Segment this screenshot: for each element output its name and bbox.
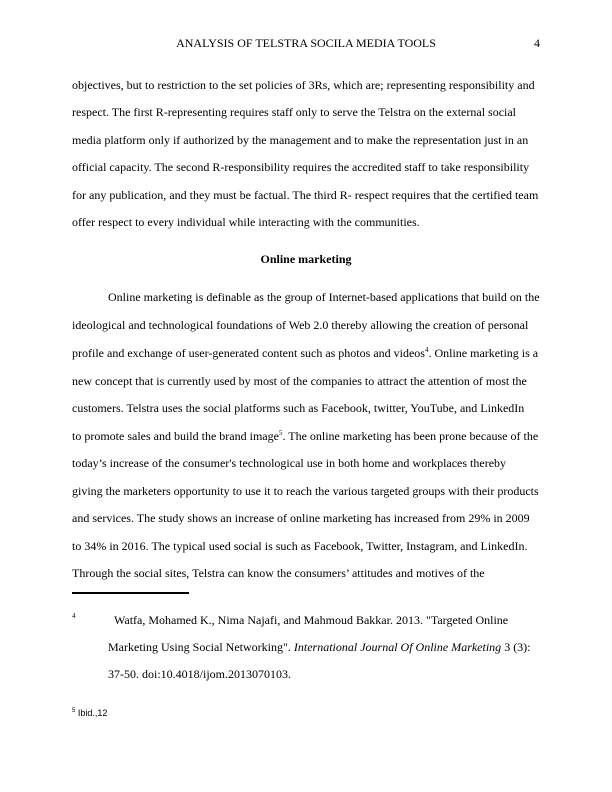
text-line: to 34% in 2016. The typical used social is such as Facebook, Twitter, Instagram, and LinkedIn. <box>72 539 528 553</box>
text-line: Through the social sites, Telstra can know the consumers’ attitudes and motives of the <box>72 566 485 580</box>
text-line: giving the marketers opportunity to use it to reach the various targeted groups with their products <box>72 484 539 498</box>
text-segment: 3 (3): <box>501 640 531 654</box>
footnote-line <box>108 640 531 655</box>
footnote-line: 37-50. doi:10.4018/ijom.2013070103. <box>108 667 291 681</box>
text-line: new concept that is currently used by most of the companies to attract the attention of most the <box>72 374 527 388</box>
footnote-5 <box>72 708 107 718</box>
footnote-ref: 4 <box>424 346 429 354</box>
running-head: ANALYSIS OF TELSTRA SOCILA MEDIA TOOLS <box>176 36 436 50</box>
text-segment: to promote sales and build the brand image <box>72 429 279 443</box>
text-line <box>72 429 538 443</box>
text-line: objectives, but to restriction to the set policies of 3Rs, which are; representing responsibility and <box>72 78 535 92</box>
journal-title: International Journal Of Online Marketing <box>293 640 502 654</box>
page-number: 4 <box>534 36 540 50</box>
text-line: today’s increase of the consumer's technological use in both home and workplaces thereby <box>72 456 507 470</box>
footnote-mark: 4 <box>72 612 76 620</box>
text-segment: . The online marketing has been prone because of the <box>282 429 539 443</box>
text-line: media platform only if authorized by the management and to make the representation just in an <box>72 133 529 147</box>
text-line: ideological and technological foundations of Web 2.0 thereby allowing the creation of personal <box>72 318 529 332</box>
footnote-mark: 5 <box>72 708 76 714</box>
text-line: customers. Telstra uses the social platforms such as Facebook, twitter, YouTube, and LinkedIn <box>72 401 525 415</box>
text-line: offer respect to every individual while interacting with the communities. <box>72 215 420 229</box>
text-line: Online marketing is definable as the group of Internet-based applications that build on the <box>108 290 540 304</box>
text-segment: Marketing Using Social Networking". <box>108 640 294 654</box>
text-line: respect. The first R-representing requires staff only to serve the Telstra on the external social <box>72 105 517 119</box>
text-line <box>72 346 538 360</box>
text-line: for any publication, and they must be factual. The third R- respect requires that the certified team <box>72 188 539 202</box>
text-segment: . Online marketing is a <box>428 346 539 360</box>
footnote-line: Watfa, Mohamed K., Nima Najafi, and Mahmoud Bakkar. 2013. "Targeted Online <box>114 613 509 627</box>
text-segment: profile and exchange of user-generated content such as photos and videos <box>72 346 425 360</box>
text-line: and services. The study shows an increase of online marketing has increased from 29% in 2009 <box>72 511 530 525</box>
page-header <box>0 36 612 52</box>
text-line: official capacity. The second R-responsibility requires the accredited staff to take responsibility <box>72 160 530 174</box>
footnote-separator <box>72 592 189 594</box>
section-heading: Online marketing <box>260 252 352 266</box>
footnote-text: Ibid.,12 <box>77 708 108 718</box>
footnote-ref: 5 <box>278 429 283 437</box>
